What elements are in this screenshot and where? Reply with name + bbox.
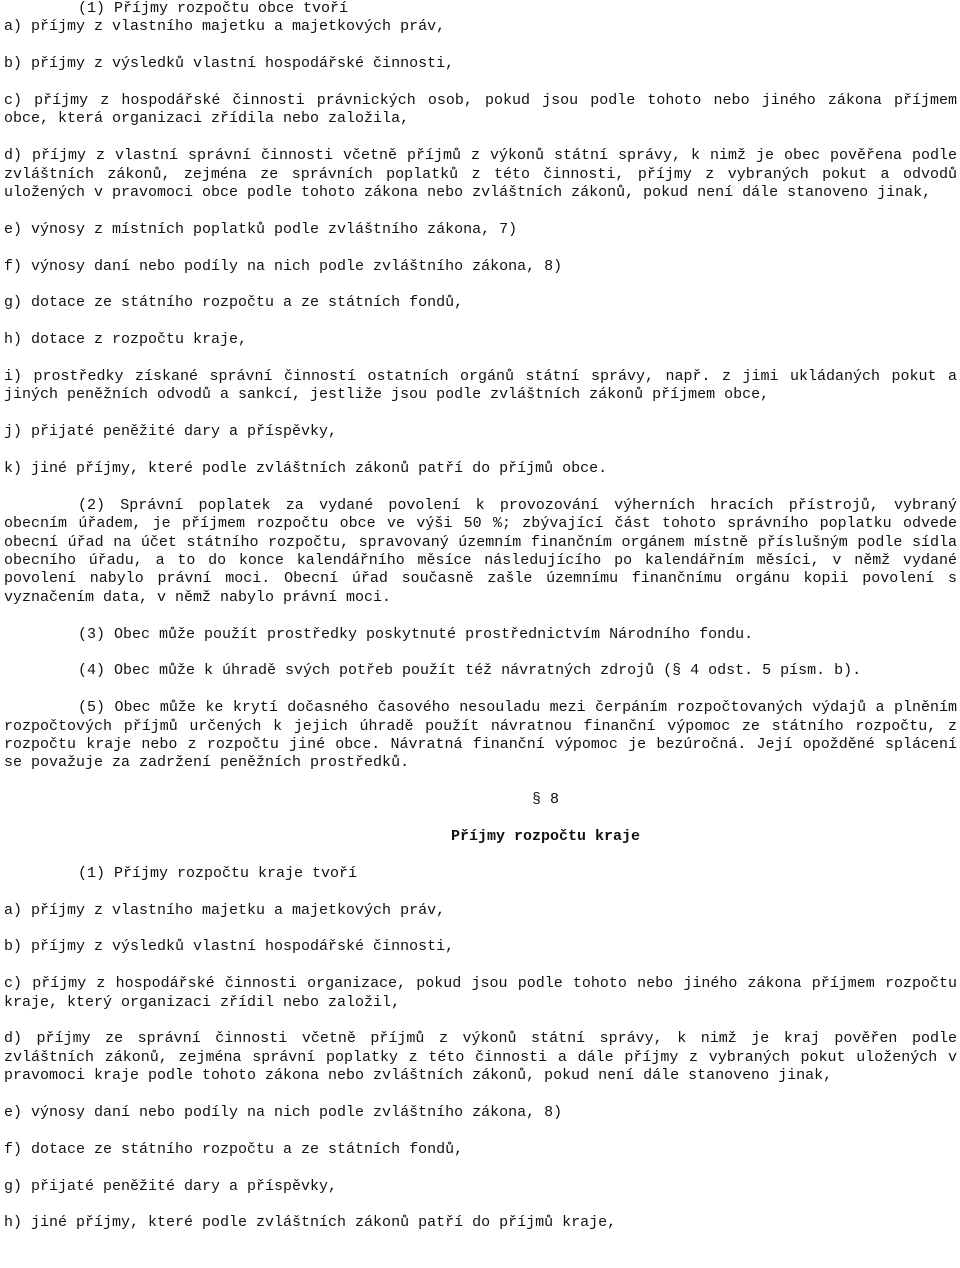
kraj-item-b: b) příjmy z výsledků vlastní hospodářské činnosti,: [4, 938, 455, 956]
list-item-b: b) příjmy z výsledků vlastní hospodářské činnosti,: [4, 55, 455, 73]
list-item-h: h) dotace z rozpočtu kraje,: [4, 331, 248, 349]
list-item-a: a) příjmy z vlastního majetku a majetkových práv,: [4, 18, 446, 36]
kraj-item-d: d) příjmy ze správní činnosti včetně příjmů z výkonů státní správy, k nimž je kraj pověřen podle zvláštních zákonů, zejména správní poplatky z této činnosti a dále příjmy z vybraných pokut uložených v pravomoci kraje podle tohoto zákona nebo zvláštních zákonů, pokud není dále stanoveno jinak,: [4, 1030, 957, 1085]
kraj-item-h: h) jiné příjmy, které podle zvláštních zákonů patří do příjmů kraje,: [4, 1214, 617, 1232]
list-item-f: f) výnosy daní nebo podíly na nich podle zvláštního zákona, 8): [4, 257, 563, 275]
list-item-i: i) prostředky získané správní činností ostatních orgánů státní správy, např. z jimi ukládaných pokut a jiných peněžních odvodů a sankcí, jestliže jsou podle zvláštních zákonů příjmem obce,: [4, 368, 957, 404]
kraj-item-e: e) výnosy daní nebo podíly na nich podle zvláštního zákona, 8): [4, 1104, 563, 1122]
document-page: [4, 0, 957, 1233]
kraj-item-f: f) dotace ze státního rozpočtu a ze státních fondů,: [4, 1140, 464, 1158]
list-item-c: c) příjmy z hospodářské činnosti právnických osob, pokud jsou podle tohoto nebo jiného zákona příjmem obce, která organizaci zřídila nebo založila,: [4, 92, 957, 128]
kraj-item-c: c) příjmy z hospodářské činnosti organizace, pokud jsou podle tohoto nebo jiného zákona příjmem rozpočtu kraje, který organizaci zřídil nebo založil,: [4, 975, 957, 1011]
kraj-item-a: a) příjmy z vlastního majetku a majetkových práv,: [4, 901, 446, 919]
list-item-d: d) příjmy z vlastní správní činnosti včetně příjmů z výkonů státní správy, k nimž je obec pověřena podle zvláštních zákonů, zejména ze správních poplatků z této činnosti, příjmy z vybraných pokut a odvodů uložených v pravomoci obce podle tohoto zákona nebo zvláštních zákonů, pokud není dále stanoveno jinak,: [4, 147, 957, 202]
paragraph-4: (4) Obec může k úhradě svých potřeb použít též návratných zdrojů (§ 4 odst. 5 písm. b).: [78, 662, 862, 680]
kraj-item-g: g) přijaté peněžité dary a příspěvky,: [4, 1177, 338, 1195]
list-item-k: k) jiné příjmy, které podle zvláštních zákonů patří do příjmů obce.: [4, 460, 608, 477]
paragraph-2: (2) Správní poplatek za vydané povolení k provozování výherních hracích přístrojů, vybraný obecním úřadem, je příjmem rozpočtu obce ve výši 50 %; zbývající část tohoto správního poplatku odvede obecní úřad na účet státního rozpočtu, spravovaný územním finančním orgánem místně příslušným podle sídla obecního úřadu, a to do konce kalendářního měsíce následujícího po kalendářním měsíci, v němž vydané povolení nabylo právní moci. Obecní úřad současně zašle územnímu finančnímu orgánu kopii povolení s vyznačením data, v němž nabylo právní moci.: [4, 496, 957, 606]
list-item-j: j) přijaté peněžité dary a příspěvky,: [4, 423, 338, 441]
paragraph-3: (3) Obec může použít prostředky poskytnuté prostřednictvím Národního fondu.: [78, 625, 754, 643]
paragraph-5: (5) Obec může ke krytí dočasného časového nesouladu mezi čerpáním rozpočtovaných výdajů a plněním rozpočtových příjmů určených k jejich úhradě použít návratnou finanční výpomoc ze státního rozpočtu, z rozpočtu kraje nebo z rozpočtu jiné obce. Návratná finanční výpomoc je bezúročná. Její opožděné splácení se považuje za zadržení peněžních prostředků.: [4, 699, 957, 772]
list-item-g: g) dotace ze státního rozpočtu a ze státních fondů,: [4, 294, 464, 312]
section8-intro: (1) Příjmy rozpočtu kraje tvoří: [78, 864, 358, 882]
list-item-e: e) výnosy z místních poplatků podle zvláštního zákona, 7): [4, 220, 518, 238]
section-title: Příjmy rozpočtu kraje: [450, 828, 641, 846]
section7-intro: (1) Příjmy rozpočtu obce tvoří: [78, 0, 349, 17]
section-number: § 8: [531, 791, 559, 809]
